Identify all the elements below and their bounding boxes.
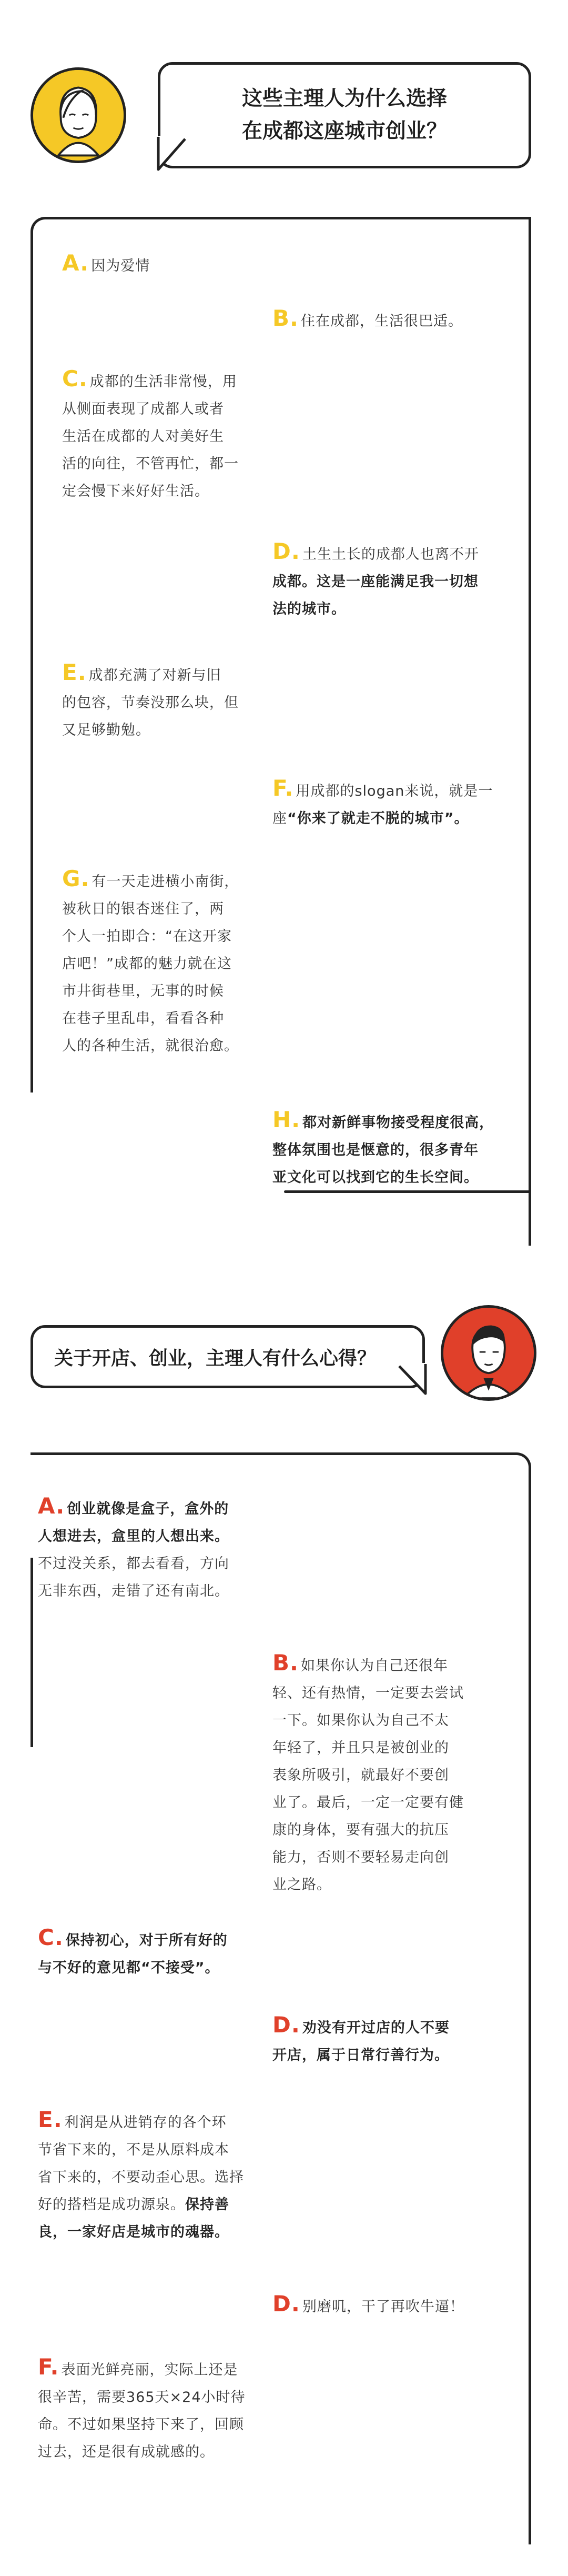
man-avatar bbox=[441, 1305, 536, 1401]
answer-1f: F. 用成都的slogan来说，就是一 座“你来了就走不脱的城市”。 bbox=[272, 775, 493, 827]
answer-1b: B. 住在成都，生活很巴适。 bbox=[272, 305, 463, 331]
frame-2-left bbox=[31, 1558, 33, 1747]
question-bubble-1 bbox=[158, 62, 531, 168]
answer-1c: C. 成都的生活非常慢，用 从侧面表现了成都人或者 生活在成都的人对美好生 活的向往，不管再忙，都一 定会慢下来好好生活。 bbox=[62, 366, 239, 499]
answer-1g: G. 有一天走进横小南街， 被秋日的银杏迷住了，两 个人一拍即合：“在这开家 店吧！”成都的魅力就在这 市井街巷里，无事的时候 在巷子里乱串，看看各种 人的各种生活，就很治愈。 bbox=[62, 866, 239, 1054]
answer-2b: B. 如果你认为自己还很年 轻、还有热情，一定要去尝试 一下。如果你认为自己不太 年轻了，并且只是被创业的 表象所吸引，就最好不要创 业了。最后，一定一定要有健 康的身体，要有强大的抗压 能力，否则不要轻易走向创 业之路。 bbox=[272, 1650, 464, 1893]
answer-1d: D. 土生土长的成都人也离不开 成都。这是一座能满足我一切想 法的城市。 bbox=[272, 538, 479, 617]
answer-2c: C. 保持初心，对于所有好的 与不好的意见都“不接受”。 bbox=[38, 1925, 228, 1976]
woman-portrait-icon bbox=[33, 70, 124, 161]
woman-avatar bbox=[31, 67, 126, 163]
answer-2e: E. 利润是从进销存的各个环 节省下来的，不是从原料成本 省下来的，不要动歪心思。选择 好的搭档是成功源泉。保持善 良，一家好店是城市的魂器。 bbox=[38, 2107, 244, 2240]
answer-2a: A. 创业就像是盒子，盒外的 人想进去，盒里的人想出来。 不过没关系，都去看看，方向 无非东西，走错了还有南北。 bbox=[38, 1493, 229, 1599]
answer-2d2: D. 别磨叽，干了再吹牛逼！ bbox=[272, 2291, 464, 2317]
question-line-1: 这些主理人为什么选择 bbox=[241, 87, 447, 111]
answer-2f: F. 表面光鲜亮丽，实际上还是 很辛苦，需要365天×24小时待 命。不过如果坚持下来了，回顾 过去，还是很有成就感的。 bbox=[38, 2354, 246, 2460]
bubble-tail-1 bbox=[156, 132, 192, 174]
answer-2d: D. 劝没有开过店的人不要 开店，属于日常行善行为。 bbox=[272, 2012, 450, 2063]
question-bubble-2 bbox=[31, 1325, 425, 1388]
man-portrait-icon bbox=[443, 1308, 534, 1398]
answer-1e: E. 成都充满了对新与旧 的包容，节奏没那么块，但 又足够勤勉。 bbox=[62, 659, 239, 738]
answers-frame-1-right bbox=[489, 217, 531, 1246]
question-2: 关于开店、创业，主理人有什么心得？ bbox=[54, 1347, 377, 1369]
question-line-2: 在成都这座城市创业？ bbox=[241, 119, 447, 143]
answer-1a: A. 因为爱情 bbox=[62, 250, 150, 276]
answer-1h: H. 都对新鲜事物接受程度很高， 整体氛围也是惬意的，很多青年 亚文化可以找到它的生长空间。 bbox=[272, 1107, 494, 1186]
bubble-tail-2 bbox=[392, 1361, 429, 1398]
